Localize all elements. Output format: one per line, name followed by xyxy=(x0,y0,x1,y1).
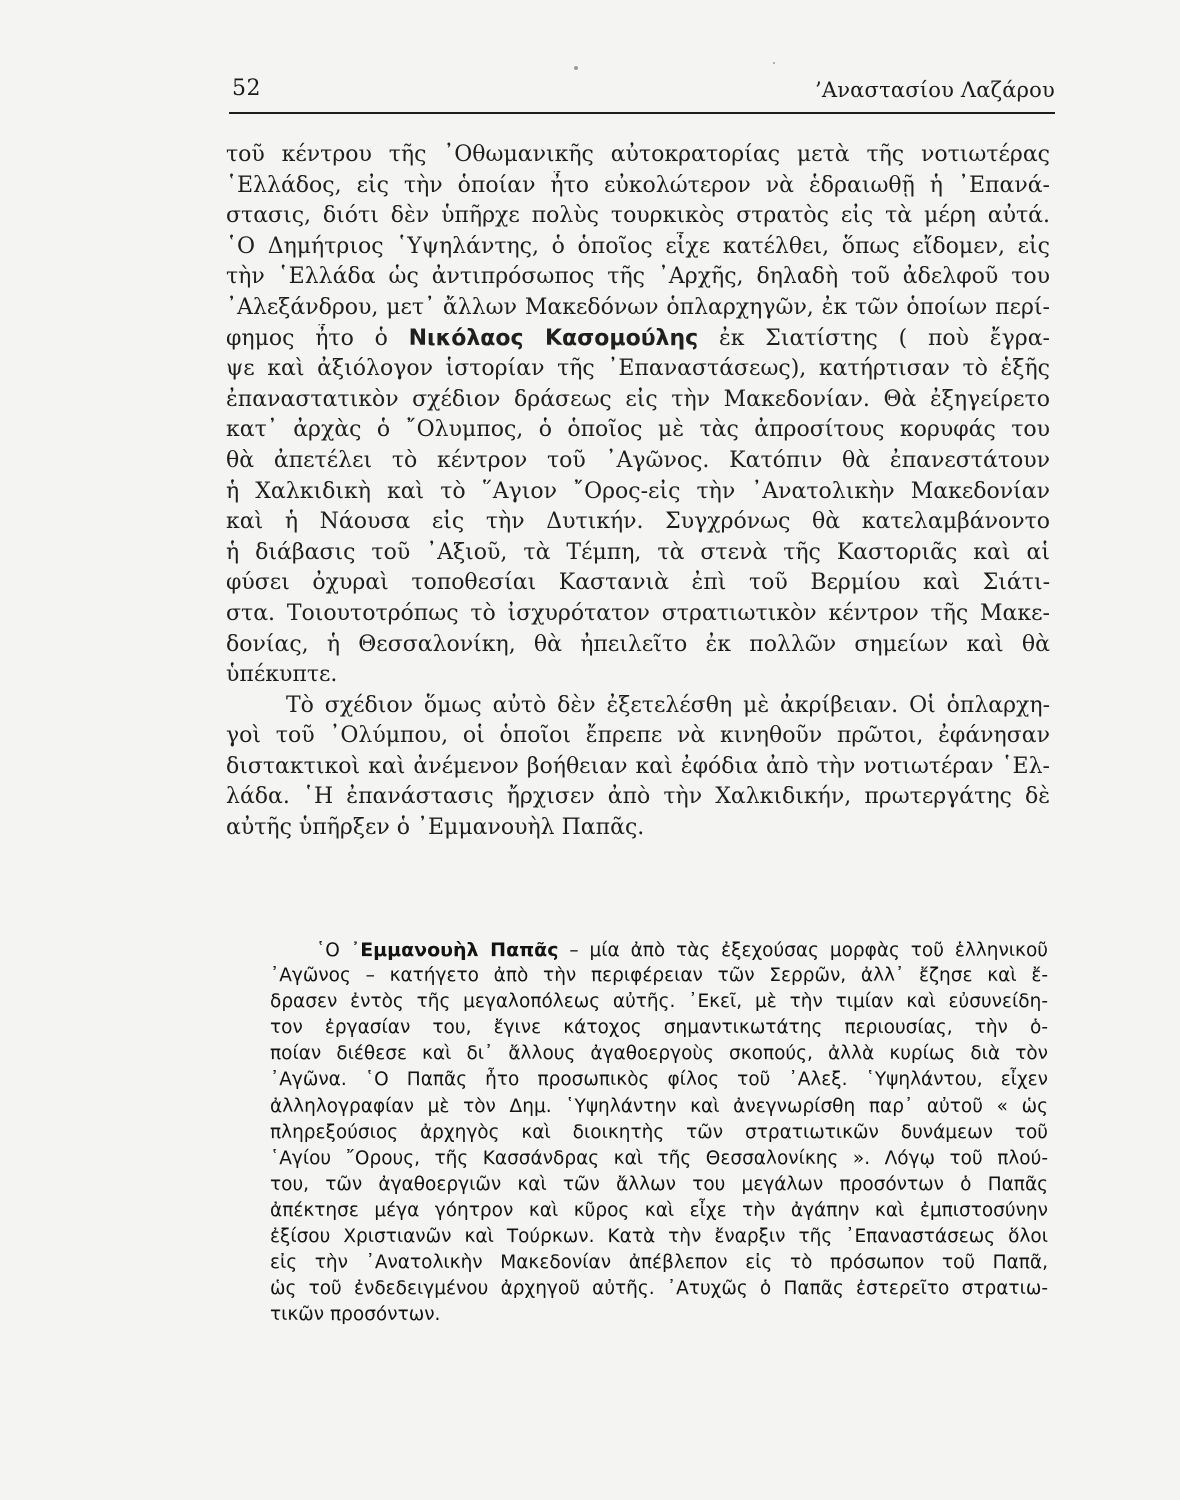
footnote-line: ἀλληλογραφίαν μὲ τὸν Δημ. ῾Υψηλάντην καὶ ἀνεγνωρίσθη παρ᾿ αὐτοῦ « ὡς xyxy=(270,1095,1048,1117)
text-line: στα. Τοιουτοτρόπως τὸ ἰσχυρότατον στρατιωτικὸν κέντρον τῆς Μακε- xyxy=(226,600,1050,626)
text-line: στασις, διότι δὲν ὑπῆρχε πολὺς τουρκικὸς στρατὸς εἰς τὰ μέρη αὐτά. xyxy=(226,203,1050,229)
print-speck xyxy=(574,66,578,70)
text-line: αὐτῆς ὑπῆρξεν ὁ ᾿Εμμανουὴλ Παπᾶς. xyxy=(226,815,645,841)
footnote-line: τικῶν προσόντων. xyxy=(270,1304,441,1326)
footnote-line: εἰς τὴν ᾿Ανατολικὴν Μακεδονίαν ἀπέβλεπον εἰς τὸ πρόσωπον τοῦ Παπᾶ, xyxy=(270,1252,1048,1274)
text-fragment: φημος ἦτο ὁ xyxy=(226,325,388,351)
footnote xyxy=(270,937,1048,1328)
text-line: τὴν ῾Ελλάδα ὡς ἀντιπρόσωπος τῆς ᾿Αρχῆς, δηλαδὴ τοῦ ἀδελφοῦ του xyxy=(226,264,1050,290)
text-line: ἡ Χαλκιδικὴ καὶ τὸ ῞Αγιον ῎Ορος-εἰς τὴν ᾿Ανατολικὴν Μακεδονίαν xyxy=(226,478,1050,504)
footnote-line: ῾Αγίου ῎Ορους, τῆς Κασσάνδρας καὶ τῆς Θεσσαλονίκης ». Λόγῳ τοῦ πλού- xyxy=(270,1147,1048,1169)
text-line: ἐπαναστατικὸν σχέδιον δράσεως εἰς τὴν Μακεδονίαν. Θὰ ἐξηγείρετο xyxy=(226,386,1050,412)
text-line: διστακτικοὶ καὶ ἀνέμενον βοήθειαν καὶ ἐφόδια ἀπὸ τὴν νοτιωτέραν ῾Ελ- xyxy=(226,753,1050,779)
text-fragment: – μία ἀπὸ τὰς ἐξεχούσας μορφὰς τοῦ ἑλληνικοῦ xyxy=(569,940,1048,961)
text-line: δονίας, ἡ Θεσσαλονίκη, θὰ ἠπειλεῖτο ἐκ πολλῶν σημείων καὶ θὰ xyxy=(226,631,1050,657)
footnote-line: ποίαν διέθεσε καὶ δι᾿ ἄλλους ἀγαθοεργοὺς σκοπούς, ἀλλὰ κυρίως διὰ τὸν xyxy=(270,1043,1048,1065)
footnote-line: ἐξίσου Χριστιανῶν καὶ Τούρκων. Κατὰ τὴν ἔναρξιν τῆς ᾿Επαναστάσεως ὅλοι xyxy=(270,1226,1048,1248)
footnote-line: δρασεν ἐντὸς τῆς μεγαλοπόλεως αὐτῆς. ᾿Εκεῖ, μὲ τὴν τιμίαν καὶ εὐσυνείδη- xyxy=(270,991,1048,1013)
text-fragment: ἐκ Σιατίστης ( ποὺ ἔγρα- xyxy=(718,325,1050,351)
text-line: θὰ ἀπετέλει τὸ κέντρον τοῦ ᾿Αγῶνος. Κατόπιν θὰ ἐπανεστάτουν xyxy=(226,447,1050,473)
footnote-line xyxy=(270,937,1048,963)
footnote-line: ᾿Αγῶνα. ῾Ο Παπᾶς ἦτο προσωπικὸς φίλος τοῦ ᾿Αλεξ. ῾Υψηλάντου, εἶχεν xyxy=(270,1069,1048,1091)
footnote-line: ὡς τοῦ ἐνδεδειγμένου ἀρχηγοῦ αὐτῆς. ᾿Ατυχῶς ὁ Παπᾶς ἐστερεῖτο στρατιω- xyxy=(270,1278,1048,1300)
text-line xyxy=(226,324,1050,355)
person-name-papas: ᾿Εμμανουὴλ Παπᾶς xyxy=(350,939,559,961)
running-title: ’Αναστασίου Λαζάρου xyxy=(814,78,1055,102)
text-line: καὶ ἡ Νάουσα εἰς τὴν Δυτικήν. Συγχρόνως θὰ κατελαμβάνοντο xyxy=(226,509,1050,535)
paragraph-start: Τὸ σχέδιον ὅμως αὐτὸ δὲν ἐξετελέσθη μὲ ἀκρίβειαν. Οἱ ὁπλαρχη- xyxy=(286,692,1050,718)
footnote-line: του, τῶν ἀγαθοεργιῶν καὶ τῶν ἄλλων του μεγάλων προσόντων ὁ Παπᾶς xyxy=(270,1173,1048,1195)
main-text xyxy=(226,140,1050,844)
footnote-line: ᾿Αγῶνος – κατήγετο ἀπὸ τὴν περιφέρειαν τῶν Σερρῶν, ἀλλ᾿ ἔζησε καὶ ἔ- xyxy=(270,965,1048,987)
person-name-kasomoulis: Νικόλαος Κασομούλης xyxy=(408,325,699,351)
footnote-article: ῾Ο xyxy=(316,940,340,961)
footnote-line: τον ἐργασίαν του, ἔγινε κάτοχος σημαντικωτάτης περιουσίας, τὴν ὁ- xyxy=(270,1017,1048,1039)
text-line: ῾Ο Δημήτριος ῾Υψηλάντης, ὁ ὁποῖος εἶχε κατέλθει, ὅπως εἴδομεν, εἰς xyxy=(226,233,1050,259)
page-number: 52 xyxy=(232,76,261,101)
text-line: ὑπέκυπτε. xyxy=(226,662,338,688)
text-line: ᾿Αλεξάνδρου, μετ᾿ ἄλλων Μακεδόνων ὁπλαρχηγῶν, ἐκ τῶν ὁποίων περί- xyxy=(226,294,1050,320)
text-line: γοὶ τοῦ ᾿Ολύμπου, οἱ ὁποῖοι ἔπρεπε νὰ κινηθοῦν πρῶτοι, ἐφάνησαν xyxy=(226,723,1050,749)
text-line: φύσει ὀχυραὶ τοποθεσίαι Καστανιὰ ἐπὶ τοῦ Βερμίου καὶ Σιάτι- xyxy=(226,570,1050,596)
page-header xyxy=(229,74,1055,114)
footnote-line: ἀπέκτησε μέγα γόητρον καὶ κῦρος καὶ εἶχε τὴν ἀγάπην καὶ ἐμπιστοσύνην xyxy=(270,1199,1048,1221)
text-line: τοῦ κέντρου τῆς ᾿Οθωμανικῆς αὐτοκρατορίας μετὰ τῆς νοτιωτέρας xyxy=(226,142,1050,167)
text-line: κατ᾿ ἀρχὰς ὁ ῎Ολυμπος, ὁ ὁποῖος μὲ τὰς ἀπροσίτους κορυφάς του xyxy=(226,417,1050,443)
print-speck xyxy=(773,62,775,64)
text-line: λάδα. ῾Η ἐπανάστασις ἤρχισεν ἀπὸ τὴν Χαλκιδικήν, πρωτεργάτης δὲ xyxy=(226,784,1050,810)
text-line: ἡ διάβασις τοῦ ᾿Αξιοῦ, τὰ Τέμπη, τὰ στενὰ τῆς Καστοριᾶς καὶ αἱ xyxy=(226,539,1050,565)
text-line: ψε καὶ ἀξιόλογον ἱστορίαν τῆς ᾿Επαναστάσεως), κατήρτισαν τὸ ἑξῆς xyxy=(226,356,1050,382)
footnote-line: πληρεξούσιος ἀρχηγὸς καὶ διοικητὴς τῶν στρατιωτικῶν δυνάμεων τοῦ xyxy=(270,1121,1048,1143)
text-line: ῾Ελλάδος, εἰς τὴν ὁποίαν ἦτο εὐκολώτερον νὰ ἑδραιωθῇ ἡ ᾿Επανά- xyxy=(226,172,1050,198)
